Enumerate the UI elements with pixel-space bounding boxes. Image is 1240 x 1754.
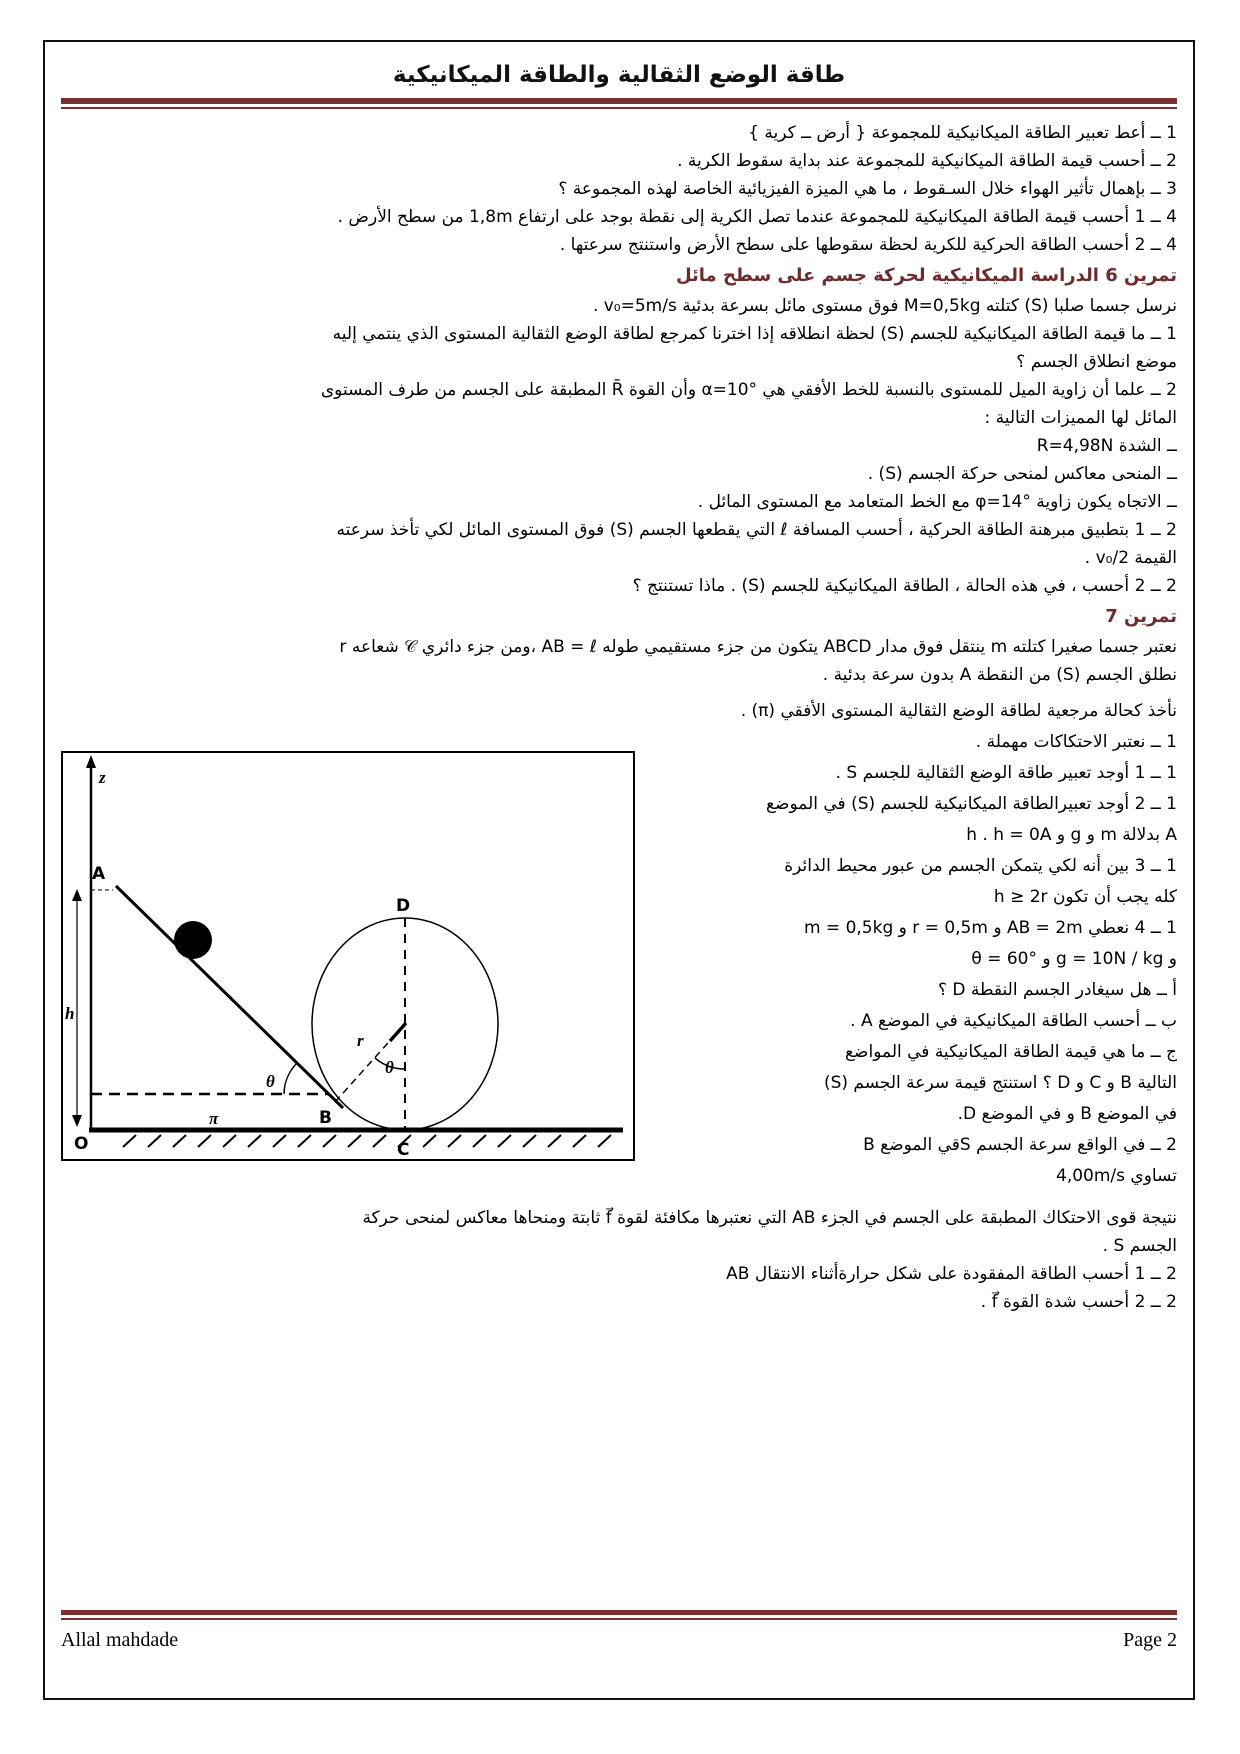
h-label: h [65, 1004, 75, 1023]
exercise7-column-line: 1 ــ 4 نعطي AB = 2m و r = 0,5m و m = 0,5kg [803, 918, 1177, 938]
exercise5-line: 3 ــ بإهمال تأثير الهواء خلال السـقوط ، ما هي الميزة الفيزيائية الخاصة لهذه المجموعة ؟ [558, 179, 1177, 199]
exercise7-column-line: 2 ــ في الواقع سرعة الجسم Sقي الموضع B [863, 1135, 1177, 1155]
exercise5-line: 4 ــ 1 أحسب قيمة الطاقة الميكانيكية للمجموعة عندما تصل الكرية إلى نقطة بوجد على ارتفاع 1,8m من سطح الأرض . [337, 207, 1177, 227]
exercise6-line: 1 ــ ما قيمة الطاقة الميكانيكية للجسم (S) لحظة انطلاقه إذا اخترنا كمرجع لطاقة الوضع الثقالية المستوى الذي ينتمي إليه [332, 324, 1177, 344]
exercise6-line: نرسل جسما صلبا (S) كتلته M=0,5kg فوق مستوى مائل بسرعة بدئية v₀=5m/s . [592, 296, 1177, 316]
pi-plane-label: π [209, 1109, 219, 1128]
exercise7-column-line: و g = 10N / kg و θ = 60° [971, 949, 1177, 969]
exercise7-column-line: التالية B و C و D ؟ استنتج قيمة سرعة الجسم (S) [823, 1073, 1177, 1093]
exercise7-column-line: 1 ــ 2 أوجد تعبيرالطاقة الميكانيكية للجسم (S) في الموضع [765, 794, 1177, 814]
exercise7-questions-column [635, 729, 1177, 1194]
point-c-label: C [397, 1140, 410, 1159]
exercise7-column-line: تساوي 4,00m/s [1056, 1166, 1177, 1186]
page-title: طاقة الوضع الثقالية والطاقة الميكانيكية [392, 62, 846, 88]
z-axis-label: z [99, 768, 106, 787]
two-column-section [61, 729, 1177, 1194]
ball [174, 921, 212, 959]
ground-hatching [123, 1135, 611, 1147]
exercise7-intro-line: نعتبر جسما صغيرا كتلته m ينتقل فوق مدار ABCD يتكون من جزء مستقيمي طوله AB = ℓ ،ومن جزء دائري 𝒞 شعاعه r [339, 637, 1177, 657]
exercise7-column-line: كله يجب أن تكون h ≥ 2r [993, 887, 1177, 907]
exercise6-line: ــ الاتجاه يكون زاوية φ=14° مع الخط المتعامد مع المستوى المائل . [697, 492, 1177, 512]
exercise7-bottom-line: 2 ــ 1 أحسب الطاقة المفقودة على شكل حرارةأثناء الانتقال AB [726, 1264, 1177, 1284]
h-arrow-down [72, 1115, 82, 1127]
radius-solid-tip [390, 1023, 406, 1041]
page-footer [61, 1610, 1177, 1652]
footer-rule-thin [61, 1618, 1177, 1620]
exercise7-bottom-line: 2 ــ 2 أحسب شدة القوة f⃗ . [980, 1292, 1177, 1312]
exercise7-heading: تمرين 7 [1105, 606, 1177, 627]
exercise7-column-line: ب ــ أحسب الطاقة الميكانيكية في الموضع A . [850, 1011, 1177, 1031]
figure-box [61, 751, 635, 1161]
exercise7-column-line: 1 ــ نعتبر الاحتكاكات مهملة . [975, 732, 1177, 752]
theta-center-label: θ [385, 1058, 394, 1077]
physics-figure-svg [63, 753, 633, 1159]
exercise6-line: موضع انطلاق الجسم ؟ [1016, 352, 1177, 372]
radius-label: r [357, 1031, 364, 1050]
exercise6-line: 2 ــ 2 أحسب ، في هذه الحالة ، الطاقة الميكانيكية للجسم (S) . ماذا تستنتج ؟ [632, 576, 1177, 596]
document-body [61, 109, 1177, 1316]
point-b-label: B [319, 1108, 332, 1128]
exercise6-line: 2 ــ 1 بتطبيق مبرهنة الطاقة الحركية ، أحسب المسافة ℓ التي يقطعها الجسم (S) فوق المستوى المائل لكي تأخذ سرعته [336, 520, 1177, 540]
exercise7-bottom-block [61, 1204, 1177, 1316]
exercise5-line: 2 ــ أحسب قيمة الطاقة الميكانيكية للمجموعة عند بداية سقوط الكرية . [677, 151, 1177, 171]
origin-o-label: O [74, 1134, 89, 1154]
exercise7-column-line: في الموضع B و في الموضع D. [957, 1104, 1177, 1124]
theta-incline-label: θ [266, 1072, 275, 1091]
exercise7-intro-line: نأخذ كحالة مرجعية لطاقة الوضع الثقالية المستوى الأفقي (π) . [740, 701, 1177, 721]
exercise7-column-line: 1 ــ 3 بين أنه لكي يتمكن الجسم من عبور محيط الدائرة [784, 856, 1177, 876]
h-arrow-up [72, 889, 82, 901]
incline-line [116, 886, 343, 1108]
exercise5-line: 4 ــ 2 أحسب الطاقة الحركية للكرية لحظة سقوطها على سطح الأرض واستنتج سرعتها . [559, 235, 1177, 255]
exercise6-line: ــ المنحى معاكس لمنحى حركة الجسم (S) . [867, 464, 1177, 484]
theta-incline-arc [284, 1063, 297, 1094]
exercise7-column-line: 1 ــ 1 أوجد تعبير طاقة الوضع الثقالية للجسم S . [835, 763, 1177, 783]
exercise7-column-line: أ ــ هل سيغادر الجسم النقطة D ؟ [937, 980, 1177, 1000]
point-a-label: A [92, 864, 106, 884]
exercise6-line: المائل لها المميزات التالية : [984, 408, 1177, 428]
exercise7-column-line: A بدلالة m و g و h . h = 0A [966, 825, 1177, 845]
exercise7-bottom-line: الجسم S . [1102, 1236, 1177, 1256]
exercise6-line: 2 ــ علما أن زاوية الميل للمستوى بالنسبة للخط الأفقي هي α=10° وأن القوة R̄ المطبقة على الجسم من طرف المستوى [320, 380, 1177, 400]
footer-rule-thick [61, 1610, 1177, 1615]
footer-page-number: Page 2 [1123, 1629, 1177, 1651]
exercise7-bottom-line: نتيجة قوى الاحتكاك المطبقة على الجسم في الجزء AB التي نعتبرها مكافئة لقوة f⃗ ثابتة ومنحاها معاكس لمنحى حركة [362, 1208, 1177, 1228]
page-frame [43, 40, 1195, 1700]
exercise5-line: 1 ــ أعط تعبير الطاقة الميكانيكية للمجموعة { أرض ــ كرية } [748, 123, 1177, 143]
header-rule-thick [61, 98, 1177, 104]
point-d-label: D [396, 896, 411, 916]
exercise7-intro-line: نطلق الجسم (S) من النقطة A بدون سرعة بدئية . [822, 665, 1177, 685]
exercise6-line: ــ الشدة R=4,98N [1036, 436, 1177, 456]
exercise6-heading: تمرين 6 الدراسة الميكانيكية لحركة جسم على سطح مائل [675, 265, 1177, 286]
exercise6-line: القيمة v₀/2 . [1084, 548, 1177, 568]
footer-author: Allal mahdade [61, 1629, 179, 1651]
exercise7-column-line: ج ــ ما هي قيمة الطاقة الميكانيكية في المواضع [845, 1042, 1177, 1062]
z-axis-arrowhead [86, 755, 96, 768]
